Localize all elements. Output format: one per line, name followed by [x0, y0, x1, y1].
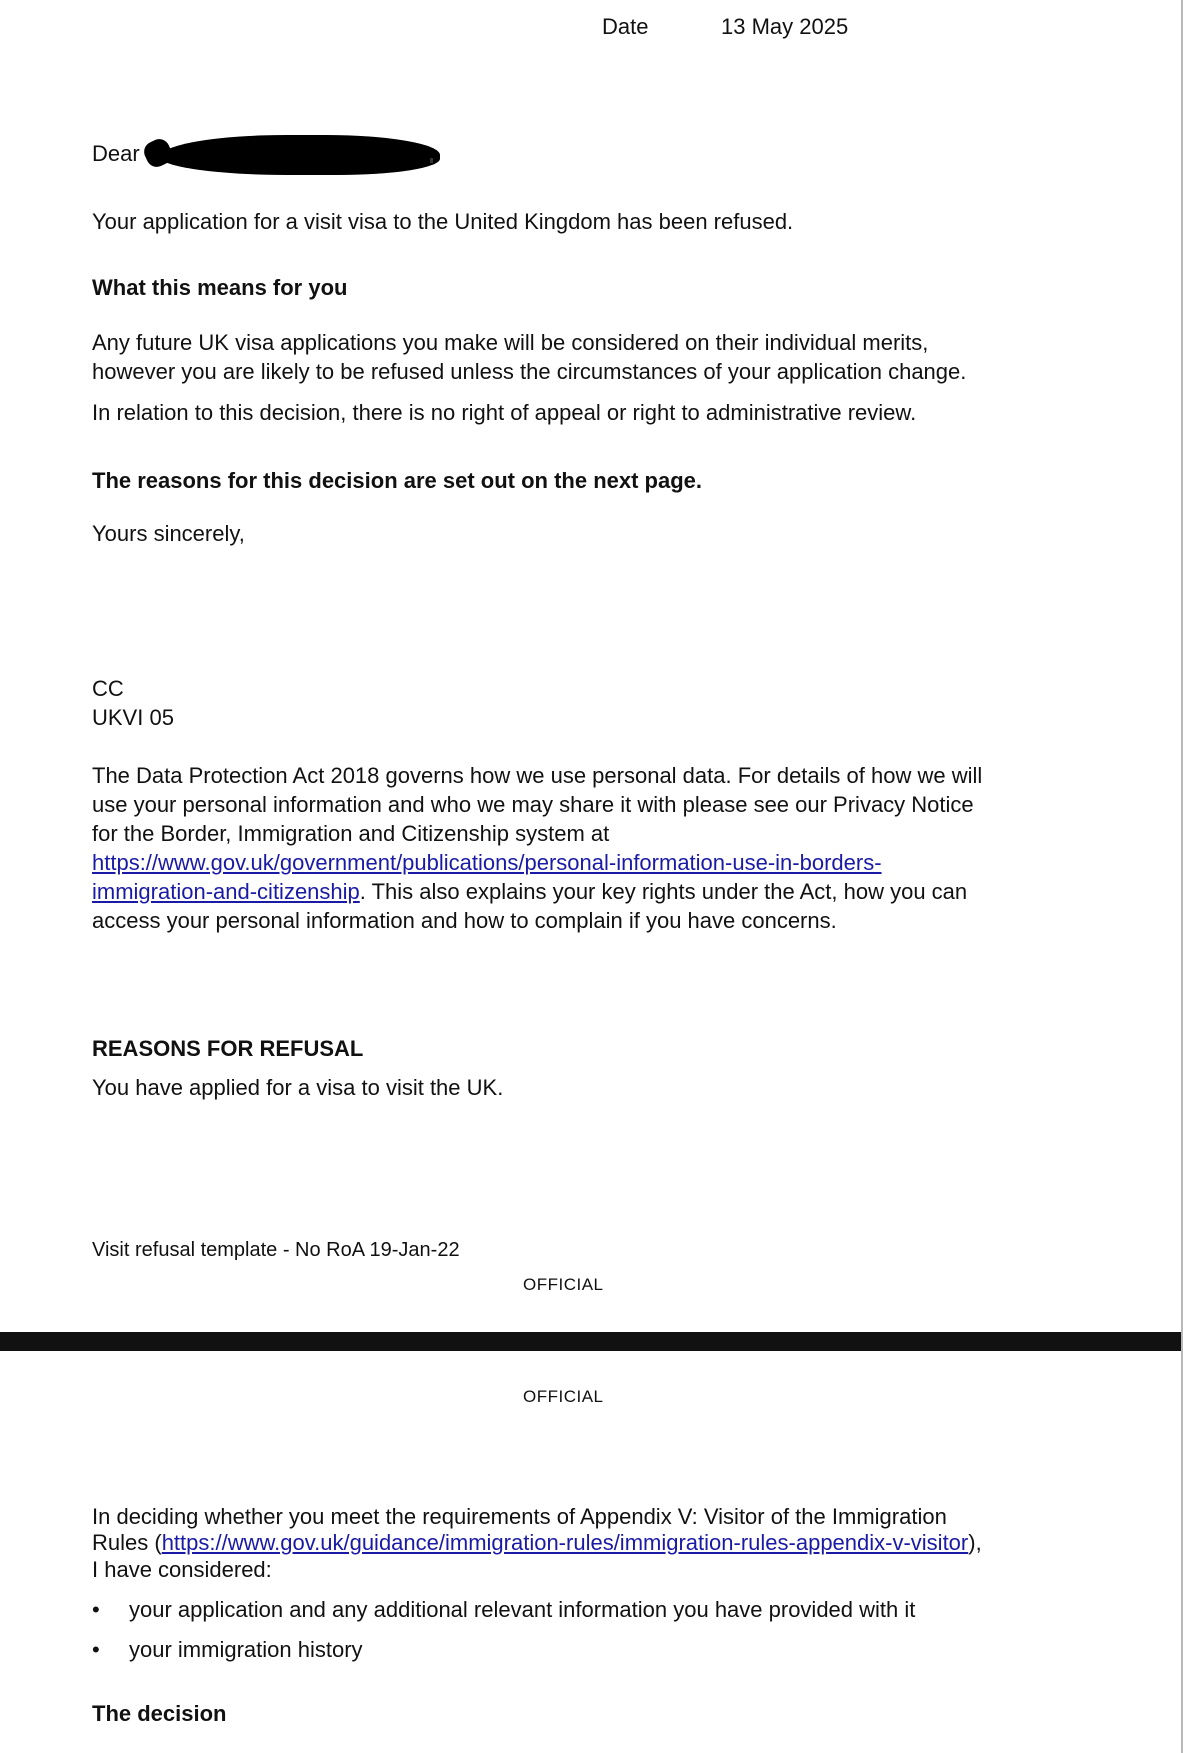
data-protection-line6: access your personal information and how to complain if you have concerns. [92, 908, 837, 933]
salutation: Dear [92, 141, 140, 166]
data-protection-line5 [92, 877, 967, 906]
considered-list [92, 1595, 1092, 1675]
reasons-for-refusal-heading: REASONS FOR REFUSAL [92, 1036, 364, 1061]
signatory-ref: UKVI 05 [92, 705, 174, 730]
deciding-line1: In deciding whether you meet the requirements of Appendix V: Visitor of the Immigration [92, 1504, 947, 1529]
date-value: 13 May 2025 [721, 14, 849, 39]
future-applications-line1: Any future UK visa applications you make will be considered on their individual merits, [92, 330, 929, 355]
privacy-notice-link-line1-wrap [92, 848, 882, 877]
appendix-v-link[interactable]: https://www.gov.uk/guidance/immigration-rules/immigration-rules-appendix-v-visitor [161, 1530, 969, 1555]
appeal-text: In relation to this decision, there is no right of appeal or right to administrative review. [92, 400, 917, 425]
deciding-line2 [92, 1528, 982, 1557]
data-protection-line2: use your personal information and who we may share it with please see our Privacy Notice [92, 792, 974, 817]
reasons-note: The reasons for this decision are set out on the next page. [92, 468, 703, 493]
data-protection-after-link: . This also explains your key rights under the Act, how you can [359, 879, 968, 904]
decision-heading: The decision [92, 1701, 227, 1726]
signatory-cc: CC [92, 676, 124, 701]
privacy-notice-link[interactable]: https://www.gov.uk/government/publications/personal-information-use-in-borders- [92, 850, 882, 875]
privacy-notice-link-cont[interactable]: immigration-and-citizenship [92, 879, 360, 904]
footer-template-ref: Visit refusal template - No RoA 19-Jan-22 [92, 1239, 460, 1261]
page-divider [0, 1332, 1183, 1351]
official-marking-footer: OFFICIAL [523, 1275, 604, 1294]
redaction-mark [160, 135, 440, 175]
intro-text: Your application for a visit visa to the United Kingdom has been refused. [92, 209, 794, 234]
list-item: • your immigration history [92, 1635, 1092, 1664]
deciding-suffix: ), [968, 1530, 982, 1555]
future-applications-line2: however you are likely to be refused unless the circumstances of your application change. [92, 359, 967, 384]
heading-what-this-means: What this means for you [92, 275, 348, 300]
date-label: Date [602, 14, 649, 39]
official-marking-header: OFFICIAL [523, 1387, 604, 1406]
data-protection-line1: The Data Protection Act 2018 governs how we use personal data. For details of how we will [92, 763, 983, 788]
closing: Yours sincerely, [92, 521, 245, 546]
data-protection-line3: for the Border, Immigration and Citizenship system at [92, 821, 610, 846]
list-item: • your application and any additional relevant information you have provided with it [92, 1595, 1092, 1624]
refusal-applied-text: You have applied for a visa to visit the UK. [92, 1075, 504, 1100]
deciding-prefix: Rules ( [92, 1530, 162, 1555]
deciding-line3: I have considered: [92, 1557, 272, 1582]
redaction-comma [430, 158, 433, 163]
